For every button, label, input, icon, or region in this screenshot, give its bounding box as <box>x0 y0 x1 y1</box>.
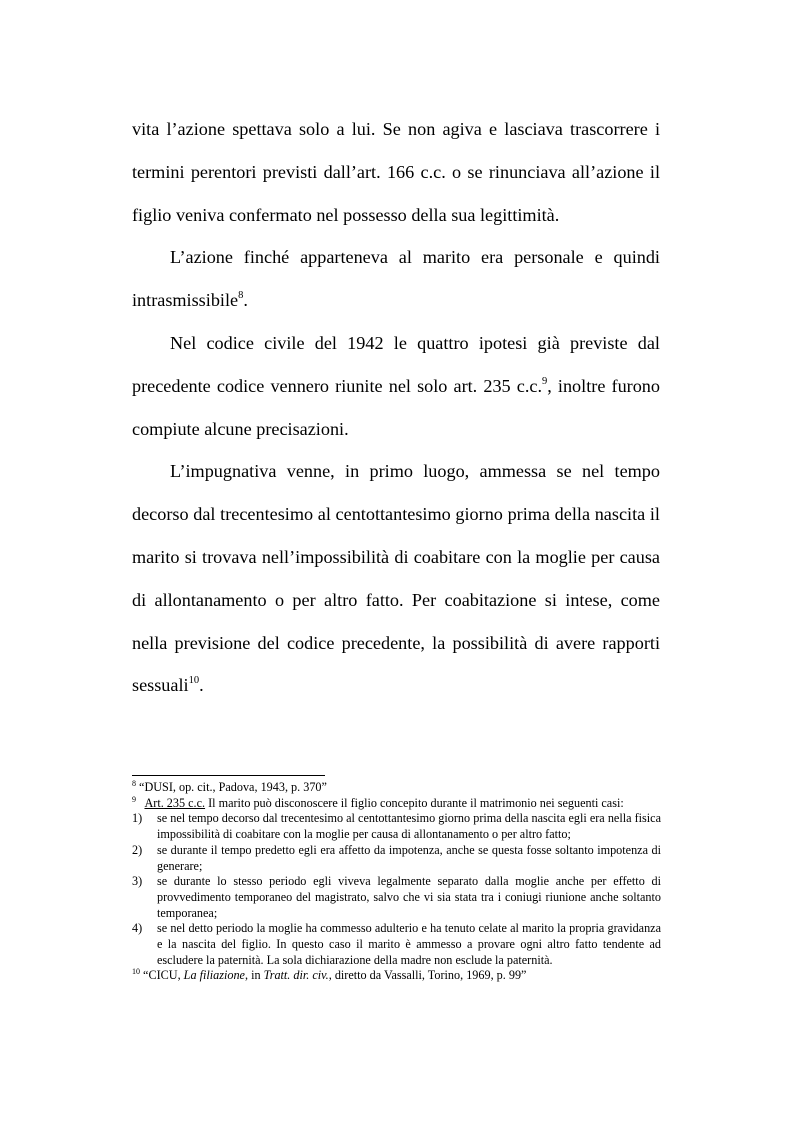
paragraph-3-end: , inoltre furono compiute alcune precisazioni. <box>132 375 660 439</box>
footnote-10-pre: “CICU, <box>143 968 184 983</box>
paragraph-3 <box>132 322 660 450</box>
list-item-number: 4) <box>132 921 143 936</box>
list-item-text: se durante lo stesso periodo egli viveva legalmente separato dalla moglie anche per effetto di provvedimento temporaneo del magistrato, salvo che vi sia stata tra i coniugi riunione anche soltanto temporanea; <box>157 874 661 920</box>
footnote-10-title: La filiazione <box>183 968 245 983</box>
paragraph-1-line-1: vita l’azione spettava solo a lui. Se non agiva e lasciava trascorrere i <box>132 119 660 139</box>
paragraph-4-text: L’impugnativa venne, in primo luogo, ammessa se nel tempo decorso dal trecentesimo al centottantesimo giorno prima della nascita il marito si trovava nell’impossibilità di coabitare con la moglie per causa di allontanamento o per altro fatto. Per coabitazione si intese, come nella previsione del codice precedente, la possibilità di avere rapporti sessuali <box>132 461 660 696</box>
footnote-10-number: 10 <box>132 967 140 977</box>
footnote-9-intro: Il marito può disconoscere il figlio concepito durante il matrimonio nei seguenti casi: <box>205 795 624 810</box>
footnote-9-heading: Art. 235 c.c. <box>144 795 206 810</box>
footnote-9-list-item <box>132 811 661 842</box>
paragraph-4-end: . <box>199 675 204 696</box>
list-item-number: 3) <box>132 874 143 889</box>
paragraph-2-text: L’azione finché apparteneva al marito era personale e quindi intrasmissibile <box>132 247 660 311</box>
footnote-9-number: 9 <box>132 794 136 804</box>
body-text <box>132 108 660 707</box>
paragraph-1 <box>132 108 660 236</box>
footnote-10-post: , diretto da Vassalli, Torino, 1969, p. 99” <box>328 968 527 983</box>
footnote-9-list-item <box>132 921 661 968</box>
footnote-10 <box>132 968 661 984</box>
list-item-text: se nel tempo decorso dal trecentesimo al centottantesimo giorno prima della nascita egli era nella fisica impossibilità di coabitare con la moglie per causa di allontanamento o per altro fatto; <box>157 811 661 842</box>
list-item-text: se durante il tempo predetto egli era affetto da impotenza, anche se questa fosse soltanto impotenza di generare; <box>157 842 661 873</box>
paragraph-4 <box>132 450 660 707</box>
footnote-9 <box>132 796 661 812</box>
paragraph-2 <box>132 236 660 322</box>
footnote-8 <box>132 780 661 796</box>
paragraph-2-end: . <box>243 290 248 311</box>
paragraph-1-line-2: termini perentori previsti dall’art. 166 c.c. o se rinunciava all’azione il <box>132 161 660 182</box>
footnotes <box>132 780 661 984</box>
footnote-separator <box>132 775 325 776</box>
list-item-text: se nel detto periodo la moglie ha commesso adulterio e ha tenuto celate al marito la propria gravidanza e la nascita del figlio. In questo caso il marito è ammesso a provare ogni altro fatto tendente ad escludere la paternità. La sola dichiarazione della madre non esclude la paternità. <box>157 921 661 967</box>
list-item-number: 1) <box>132 811 143 826</box>
list-item-number: 2) <box>132 842 143 857</box>
footnote-10-mid: , in <box>244 968 264 983</box>
paragraph-1-line-3: figlio veniva confermato nel possesso della sua legittimità. <box>132 204 560 225</box>
paragraph-3-text: Nel codice civile del 1942 le quattro ipotesi già previste dal precedente codice vennero riunite nel solo art. 235 c.c. <box>132 332 660 396</box>
footnote-9-list-item <box>132 874 661 921</box>
footnote-8-number: 8 <box>132 779 136 788</box>
footnote-9-list-item <box>132 843 661 874</box>
footnote-ref-10[interactable]: 10 <box>188 675 200 687</box>
footnote-ref-9[interactable]: 9 <box>542 375 548 387</box>
footnote-10-work: Tratt. dir. civ. <box>263 968 329 983</box>
footnote-8-text: “DUSI, op. cit., Padova, 1943, p. 370” <box>139 780 327 794</box>
footnote-ref-8[interactable]: 8 <box>238 290 244 302</box>
